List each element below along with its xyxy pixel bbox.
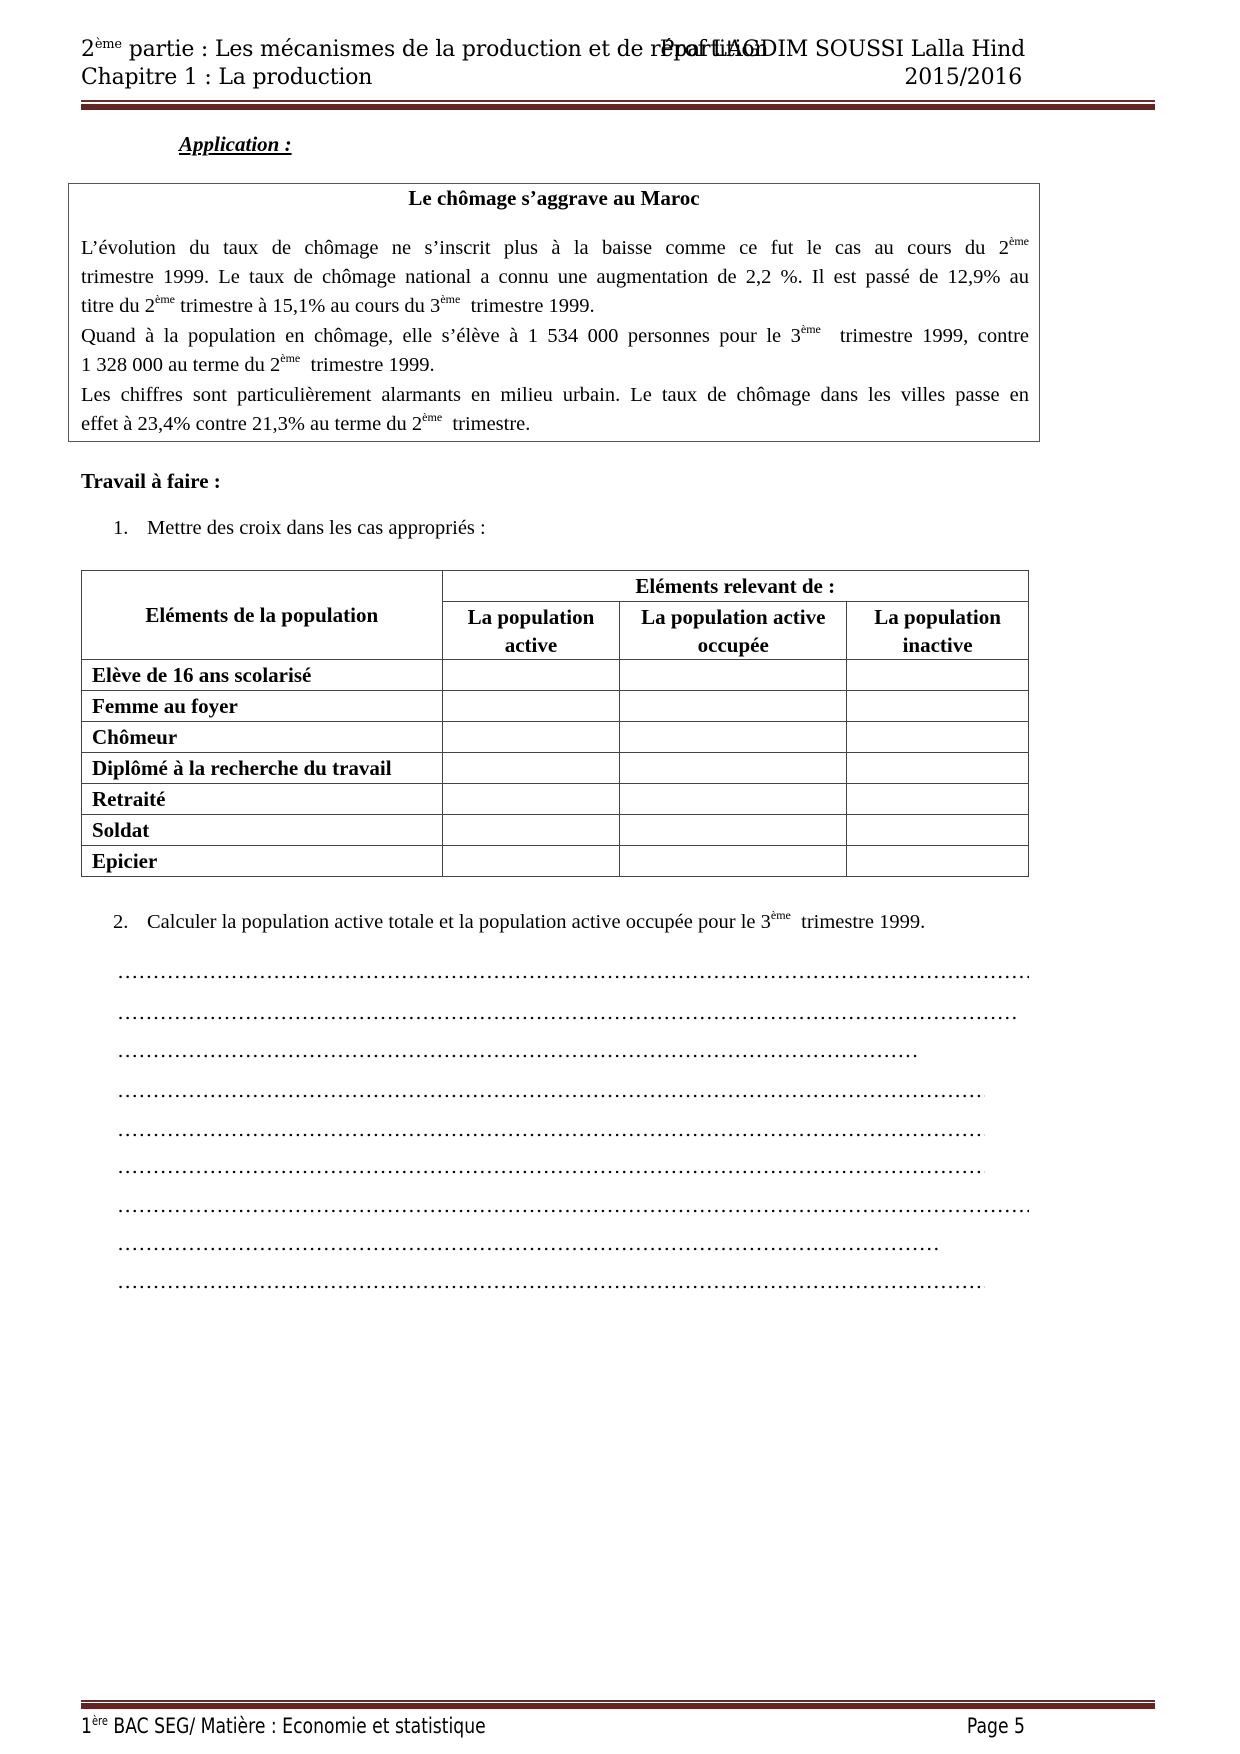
table-row [82,691,1029,722]
checkbox-cell-active-occupied[interactable] [620,722,847,753]
checkbox-cell-active-occupied[interactable] [620,846,847,877]
checkbox-cell-active-occupied[interactable] [620,784,847,815]
header-rule-thin [81,100,1155,102]
checkbox-cell-active-occupied[interactable] [620,691,847,722]
checkbox-cell-active[interactable] [442,691,620,722]
checkbox-cell-inactive[interactable] [847,846,1029,877]
column-header-active-occupied [620,602,847,660]
text: trimestre 1999. [790,911,926,933]
answer-line-1[interactable] [117,975,1029,979]
answer-line-2[interactable] [117,1016,1020,1020]
superscript: ème [770,908,791,922]
row-label: Elève de 16 ans scolarisé [82,660,443,691]
table-row [82,784,1029,815]
answer-line-4[interactable] [117,1094,985,1098]
text: trimestre à 15,1% au cours du 3 [175,295,441,317]
text: titre du 2 [81,295,156,317]
article-line-5 [81,351,1029,379]
row-label: Chômeur [82,722,443,753]
question-number: 1. [113,517,129,539]
superscript: ème [280,351,301,365]
table-row [82,722,1029,753]
col-label-line2: inactive [902,632,973,657]
row-header-label: Eléments de la population [145,603,379,627]
checkbox-cell-inactive[interactable] [847,722,1029,753]
checkbox-cell-inactive[interactable] [847,660,1029,691]
checkbox-cell-active[interactable] [442,753,620,784]
text: Quand à la population en chômage, elle s’élève à 1 534 000 personnes pour le 3 [81,325,801,347]
answer-line-9[interactable] [117,1285,985,1289]
col-label-line2: occupée [697,632,769,657]
part-number: 2 [81,37,95,62]
article-line-2 [81,263,1029,291]
row-label: Soldat [82,815,443,846]
header-rule-thick [81,104,1155,110]
footer-page-number: Page 5 [966,1714,1025,1738]
group-header-label: Eléments relevant de : [635,574,836,598]
row-header-cell [82,571,443,660]
superscript: ème [155,292,176,306]
col-label-line1: La population [874,604,1001,629]
row-label: Femme au foyer [82,691,443,722]
article-line-4 [81,322,1029,350]
checkbox-cell-active-occupied[interactable] [620,815,847,846]
table-row [82,660,1029,691]
footer-course [81,1712,486,1740]
table-row [82,753,1029,784]
checkbox-cell-active[interactable] [442,784,620,815]
work-heading: Travail à faire : [81,469,221,493]
text: effet à 23,4% contre 21,3% au terme du 2 [81,413,423,435]
article-line-6 [81,381,1029,409]
group-header-cell [442,571,1028,602]
answer-line-8[interactable] [117,1247,940,1251]
article-line-1 [81,234,1029,262]
article-line-3 [81,292,1029,320]
checkbox-cell-inactive[interactable] [847,753,1029,784]
checkbox-cell-active[interactable] [442,660,620,691]
header-chapter: Chapitre 1 : La production [81,65,373,90]
text: Les chiffres sont particulièrement alarmants en milieu urbain. Le taux de chômage dans les villes passe en [81,384,1029,406]
question-2 [113,908,926,934]
answer-line-6[interactable] [117,1170,985,1174]
question-1 [113,517,486,540]
checkbox-cell-active[interactable] [442,722,620,753]
col-label-line1: La population [467,604,595,629]
level-suffix: ère [91,1714,108,1728]
superscript: ème [800,322,821,336]
checkbox-cell-active-occupied[interactable] [620,660,847,691]
superscript: ème [422,410,443,424]
checkbox-cell-inactive[interactable] [847,784,1029,815]
question-text: Mettre des croix dans les cas appropriés : [147,517,486,539]
footer-rule-thin [81,1700,1155,1702]
text: trimestre 1999. [460,295,595,317]
checkbox-cell-active-occupied[interactable] [620,753,847,784]
row-label: Diplômé à la recherche du travail [82,753,443,784]
text: 1 328 000 au terme du 2 [81,354,281,376]
population-classification-table [81,570,1029,877]
row-label: Retraité [82,784,443,815]
header-author: Prof LAGDIM SOUSSI Lalla Hind [659,37,1025,62]
text: trimestre. [442,413,531,435]
article-title: Le chômage s’aggrave au Maroc [408,186,700,210]
answer-line-3[interactable] [117,1054,917,1058]
checkbox-cell-active[interactable] [442,815,620,846]
footer-rule-thick [81,1703,1155,1709]
text: L’évolution du taux de chômage ne s’inscrit plus à la baisse comme ce fut le cas au cours du 2 [81,237,1009,259]
answer-line-7[interactable] [117,1209,1029,1213]
part-title-text: partie : Les mécanismes de la production et de répartition [121,37,769,62]
text: Calculer la population active totale et la population active occupée pour le 3 [147,911,771,933]
level-number: 1 [81,1714,92,1738]
table-row [82,815,1029,846]
superscript: ème [1009,234,1029,248]
col-label-line2: active [504,632,558,657]
row-label: Epicier [82,846,443,877]
course-text: BAC SEG/ Matière : Economie et statistique [107,1714,486,1738]
checkbox-cell-inactive[interactable] [847,691,1029,722]
question-number: 2. [113,911,129,933]
application-heading: Application : [179,132,292,156]
checkbox-cell-inactive[interactable] [847,815,1029,846]
header-year: 2015/2016 [904,65,1022,90]
part-number-suffix: ème [94,37,122,52]
article-line-7 [81,410,1029,438]
question-text [147,908,926,934]
col-label-line1: La population active [641,604,826,629]
checkbox-cell-active[interactable] [442,846,620,877]
text: trimestre 1999, contre [820,325,1029,347]
table-row [82,846,1029,877]
column-header-active [442,602,620,660]
superscript: ème [440,292,461,306]
text: trimestre 1999. [300,354,435,376]
column-header-inactive [847,602,1029,660]
answer-line-5[interactable] [117,1133,985,1137]
text: trimestre 1999. Le taux de chômage national a connu une augmentation de 2,2 %. Il est passé de 12,9% au [81,266,1029,288]
